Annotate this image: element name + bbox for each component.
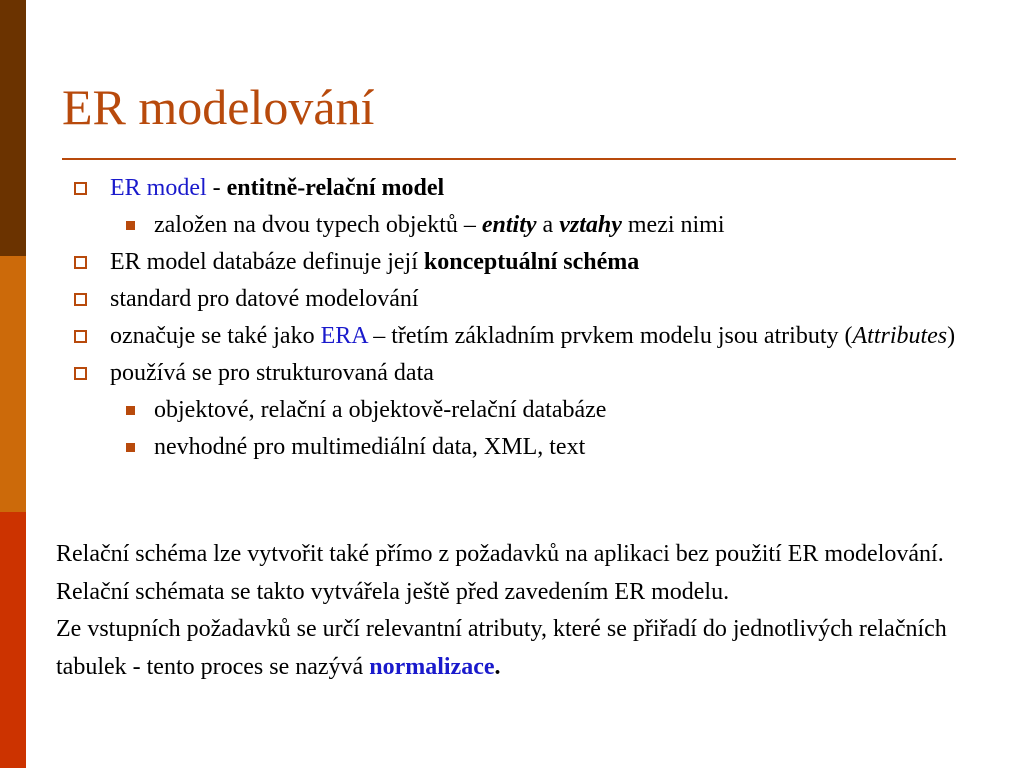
side-bar-bottom (0, 512, 26, 768)
paragraph-line-1: Relační schéma lze vytvořit také přímo z požadavků na aplikaci bez použití ER modelování. Relační schémata se takto vytvářela ještě před zavedením ER modelu. (56, 541, 944, 605)
hollow-square-bullet-icon (74, 293, 87, 306)
filled-square-bullet-icon (126, 443, 135, 452)
side-bar-middle (0, 256, 26, 512)
filled-square-bullet-icon (126, 406, 135, 415)
hollow-square-bullet-icon (74, 330, 87, 343)
side-bar-top (0, 0, 26, 256)
era-term: ERA (320, 323, 368, 349)
title-divider (62, 158, 956, 160)
entity-term: entity (481, 212, 537, 238)
bullet-era: označuje se také jako ERA – třetím základním prvkem modelu jsou atributy (Attributes) (70, 323, 970, 350)
hollow-square-bullet-icon (74, 182, 87, 195)
relations-term: vztahy (559, 212, 622, 238)
er-definition: entitně-relační model (226, 175, 445, 201)
bullet-structured-data: používá se pro strukturovaná data (70, 360, 970, 387)
bullet-er-model: ER model - entitně-relační model (70, 175, 970, 202)
er-model-term: ER model (110, 175, 207, 201)
sub-bullet-databases: objektové, relační a objektově-relační databáze (70, 397, 970, 424)
hollow-square-bullet-icon (74, 256, 87, 269)
slide-title: ER modelování (62, 79, 375, 135)
bullet-list (70, 175, 970, 471)
paragraph-line-2: Ze vstupních požadavků se určí relevantní atributy, které se přiřadí do jednotlivých relačních tabulek - tento proces se nazývá normalizace. (56, 616, 947, 680)
attributes-term: Attributes (852, 323, 948, 349)
normalization-term: normalizace (369, 653, 495, 680)
sub-bullet-unsuitable: nevhodné pro multimediální data, XML, text (70, 434, 970, 461)
bullet-standard: standard pro datové modelování (70, 286, 970, 313)
conceptual-schema-term: konceptuální schéma (423, 249, 640, 275)
filled-square-bullet-icon (126, 221, 135, 230)
hollow-square-bullet-icon (74, 367, 87, 380)
sub-bullet-objects: založen na dvou typech objektů – entity a vztahy mezi nimi (70, 212, 970, 239)
notes-paragraph (56, 536, 976, 686)
bullet-conceptual-schema: ER model databáze definuje její konceptuální schéma (70, 249, 970, 276)
